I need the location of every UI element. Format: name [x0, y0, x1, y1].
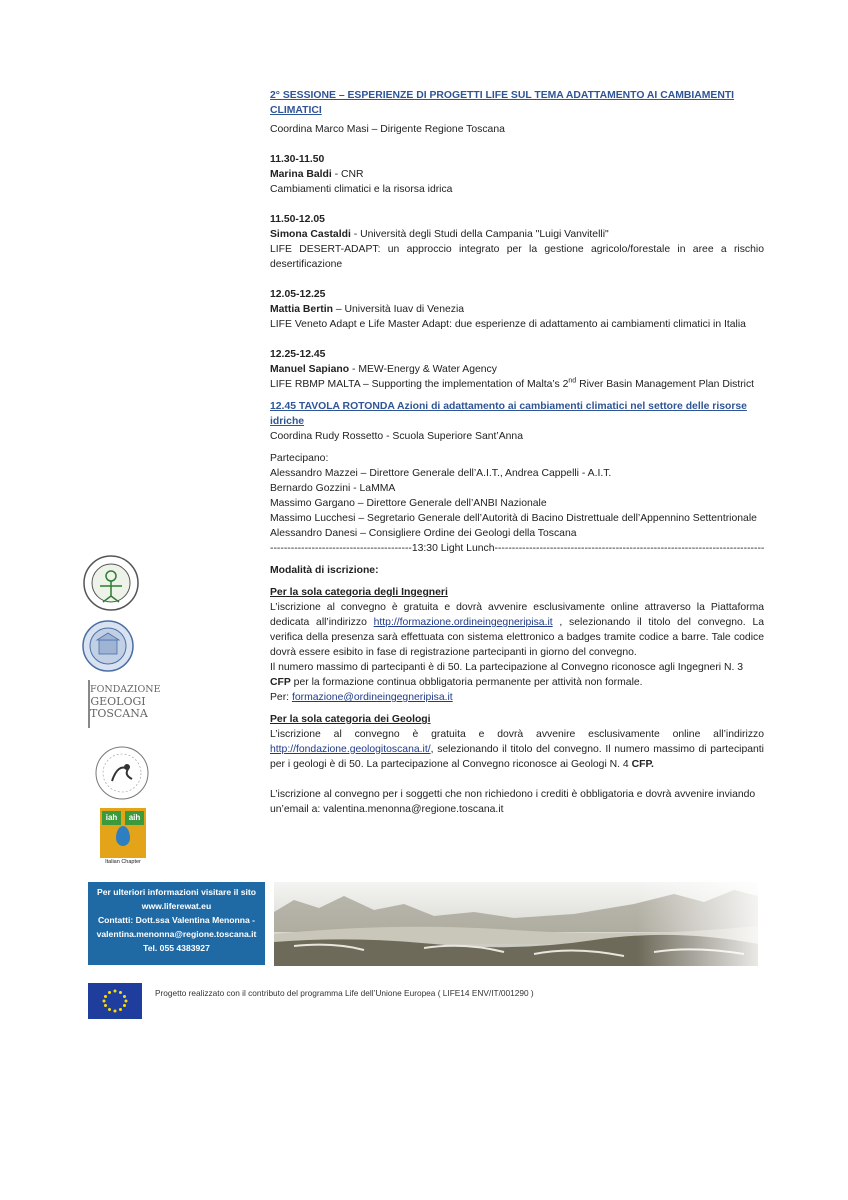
talk-affiliation: - MEW-Energy & Water Agency — [349, 364, 497, 375]
engineers-paragraph: L’iscrizione al convegno è gratuita e dovrà avvenire esclusivamente online attraverso la Piattaforma dedicata all’indirizzo http://formazione.ordineingegneripisa.it , selezionando il titolo del convegno. La verifica della presenza sarà effettuata con sistema elettronico a badges tramite codice a barre. Tale codice dovrà essere esibito in fase di registrazione partecipanti in giorno del convegno. — [270, 602, 764, 658]
talk-title: LIFE RBMP MALTA – Supporting the implementation of Malta’s 2nd River Basin Management Plan District — [270, 377, 755, 390]
talk-affiliation: - CNR — [331, 169, 364, 180]
participant: Massimo Gargano – Direttore Generale dell’ANBI Nazionale — [270, 498, 547, 509]
talk — [270, 152, 764, 197]
talk — [270, 287, 764, 332]
info-line: Contatti: Dott.ssa Valentina Menonna - — [97, 915, 256, 925]
participant: Bernardo Gozzini - LaMMA — [270, 483, 396, 494]
session-title: 2° SESSIONE – ESPERIENZE DI PROGETTI LIFE SUL TEMA ADATTAMENTO AI CAMBIAMENTI CLIMATICI — [270, 90, 735, 116]
geologists-paragraph: L’iscrizione al convegno è gratuita e dovrà avvenire esclusivamente online all’indirizzo http://fondazione.geologitoscana.it/, selezionando il titolo del convegno. Il numero massimo di partecipanti per i geologi è di 50. La partecipazione al Convegno riconosce ai Geologi N. 4 CFP. — [270, 729, 764, 770]
talk-time: 11.30-11.50 — [270, 154, 325, 165]
talk-speaker: Marina Baldi — [270, 169, 332, 180]
iah-italian-chapter-logo: iah aih Italian Chapter — [100, 808, 146, 865]
talk-time: 12.25-12.45 — [270, 349, 326, 360]
river-photo — [274, 882, 758, 966]
talk-speaker: Manuel Sapiano — [270, 364, 350, 375]
geologists-order-logo — [94, 745, 150, 806]
talk-speaker: Simona Castaldi — [270, 229, 351, 240]
info-email-link[interactable]: valentina.menonna@regione.toscana.it — [96, 929, 257, 939]
talk — [270, 212, 764, 272]
participant: Alessandro Mazzei – Direttore Generale dell’A.I.T., Andrea Cappelli - A.I.T. — [270, 468, 612, 479]
talk-time: 11.50-12.05 — [270, 214, 325, 225]
talk-title: Cambiamenti climatici e la risorsa idrica — [270, 184, 453, 195]
participant: Massimo Lucchesi – Segretario Generale dell’Autorità di Bacino Distrettuale dell’Appennino Settentrionale — [270, 513, 757, 524]
engineers-heading: Per la sola categoria degli Ingegneri — [270, 587, 448, 598]
info-phone: Tel. 055 4383927 — [143, 943, 210, 953]
engineers-platform-link[interactable]: http://formazione.ordineingegneripisa.it — [373, 617, 553, 628]
eu-funding-note: Progetto realizzato con il contributo del programma Life dell’Unione Europea ( LIFE14 ENV/IT/001290 ) — [155, 988, 534, 998]
geologists-link[interactable]: http://fondazione.geologitoscana.it/ — [270, 744, 431, 755]
info-website-link[interactable]: www.liferewat.eu — [141, 901, 212, 911]
engineers-order-logo — [82, 554, 140, 617]
talk-time: 12.05-12.25 — [270, 289, 326, 300]
session-coordinator: Coordina Marco Masi – Dirigente Regione Toscana — [270, 124, 505, 135]
participants-label: Partecipano: — [270, 453, 329, 464]
fondazione-geologi-logo: FONDAZIONE GEOLOGI TOSCANA — [88, 680, 146, 728]
registration-heading: Modalità di iscrizione: — [270, 565, 379, 576]
talk-speaker: Mattia Bertin — [270, 304, 333, 315]
eu-flag-logo — [88, 983, 142, 1019]
info-line: Per ulteriori informazioni visitare il sito — [96, 887, 257, 897]
geologists-heading: Per la sola categoria dei Geologi — [270, 714, 431, 725]
engineers-email-link[interactable]: formazione@ordineingegneripisa.it — [291, 692, 453, 703]
roundtable-coordinator: Coordina Rudy Rossetto - Scuola Superiore Sant’Anna — [270, 431, 523, 442]
info-box — [88, 882, 265, 965]
roundtable-title: 12.45 TAVOLA ROTONDA Azioni di adattamento ai cambiamenti climatici nel settore delle risorse idriche — [270, 401, 747, 427]
engineers-credits: Il numero massimo di partecipanti è di 50. La partecipazione al Convegno riconosce agli Ingegneri N. 3 CFP per la formazione continua obbligatoria permanente per attività non formale. — [270, 662, 744, 688]
participant: Alessandro Danesi – Consigliere Ordine dei Geologi della Toscana — [270, 528, 577, 539]
others-registration: L’iscrizione al convegno per i soggetti che non richiedono i crediti è obbligatoria e dovrà avvenire inviando un’email a: valentina.menonna@regione.toscana.it — [270, 789, 756, 815]
institution-seal-logo — [82, 620, 134, 677]
talk — [270, 347, 764, 392]
talk-affiliation: – Università Iuav di Venezia — [332, 304, 465, 315]
lunch-divider: -----------------------------------------13:30 Light Lunch------------------------------------------------------------------------------ — [270, 543, 764, 554]
talk-title: LIFE DESERT-ADAPT: un approccio integrato per la gestione agricolo/forestale in aree a rischio desertificazione — [270, 244, 764, 270]
talk-affiliation: - Università degli Studi della Campania "Luigi Vanvitelli" — [350, 229, 609, 240]
program-content — [270, 88, 764, 817]
engineers-contact: Per: formazione@ordineingegneripisa.it — [270, 692, 453, 703]
talk-title: LIFE Veneto Adapt e Life Master Adapt: due esperienze di adattamento ai cambiamenti climatici in Italia — [270, 319, 746, 330]
